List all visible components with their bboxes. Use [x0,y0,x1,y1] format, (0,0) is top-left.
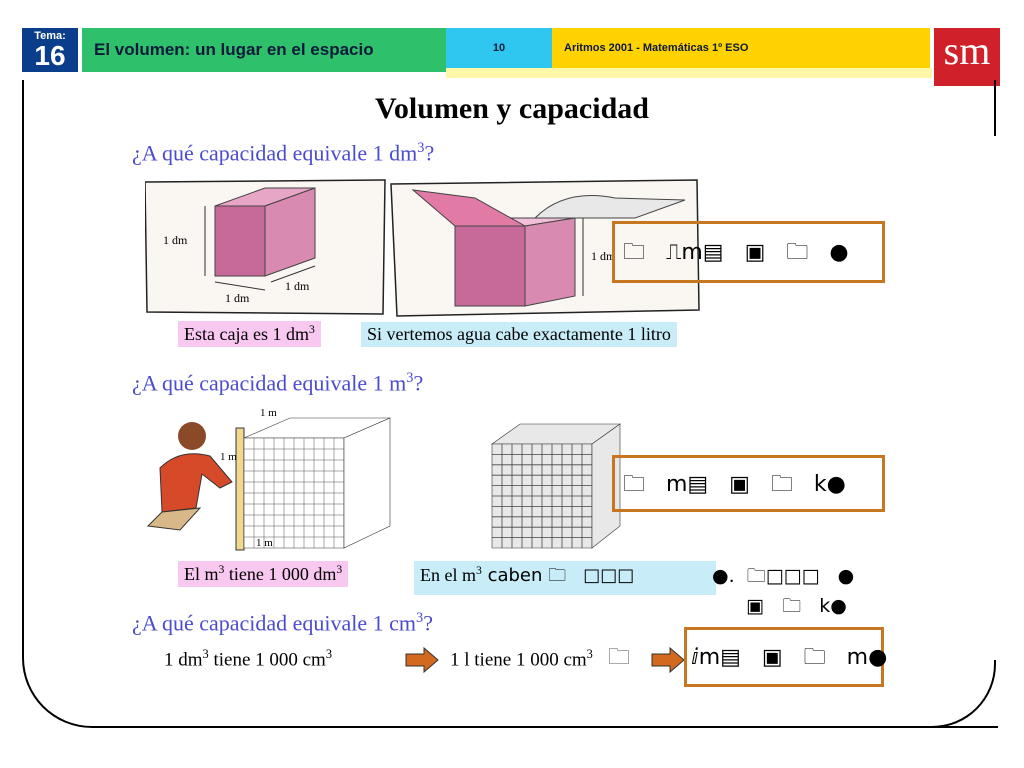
caption-m3-dm3: El $m^3$ tiene 1 000 $dm^3$ [178,561,348,587]
tema-number: 16 [34,40,66,71]
question-m3: ¿A qué capacidad equivale 1 $m^3$? [132,370,424,396]
stray-glyph: 🗀 [608,645,631,670]
equivalence-dm3-cm3: 1 $dm^3$ tiene 1 000 $cm^3$ [164,647,333,671]
page-title: Volumen y capacidad [375,92,649,125]
label-jug: 1 dm [591,249,616,263]
answer-box-m3: 🗀 m▤ ▣ 🗀 k● [612,455,885,512]
tema-label: Tema: [34,30,66,42]
label-m-side: 1 m [220,451,237,463]
question-cm3: ¿A qué capacidad equivale 1 $cm^3$? [132,610,433,636]
caption-water-litre: Si vertemos agua cabe exactamente 1 litro [361,322,677,347]
figure-cube-m3 [140,408,640,558]
stray-glyphs-line2: ▣ 🗀 k● [746,595,847,617]
tema-badge [22,28,78,72]
label-m-bottom: 1 m [256,537,273,549]
unit-title: El volumen: un lugar en el espacio [82,28,446,72]
header-band [446,68,932,78]
stray-glyphs-line1: ●. 🗀□□□ ● [712,565,855,587]
label-side: 1 dm [163,233,188,247]
equivalence-litre-cm3: 1 l tiene 1 000 $cm^3$ [450,647,593,671]
arrow-right-icon [404,646,440,674]
question-dm3: ¿A qué capacidad equivale 1 $dm^3$? [132,140,435,166]
answer-box-dm3: 🗀 ⎍m▤ ▣ 🗀 ● [612,221,885,283]
label-bottom: 1 dm [225,291,250,305]
answer-box-cm3: ⅈm▤ ▣ 🗀 m● [684,627,884,687]
page-number: 10 [446,28,552,72]
sm-logo: sm [934,28,1000,86]
caption-m3-caben: En el $m^3$ caben 🗀 □□□ [414,561,716,595]
book-title: Aritmos 2001 - Matemáticas 1º ESO [552,28,930,72]
caption-box-dm3: Esta caja es 1 $dm^3$ [178,321,321,347]
label-depth: 1 dm [285,279,310,293]
label-m-top: 1 m [260,408,277,419]
arrow-right-icon-2 [650,646,686,674]
